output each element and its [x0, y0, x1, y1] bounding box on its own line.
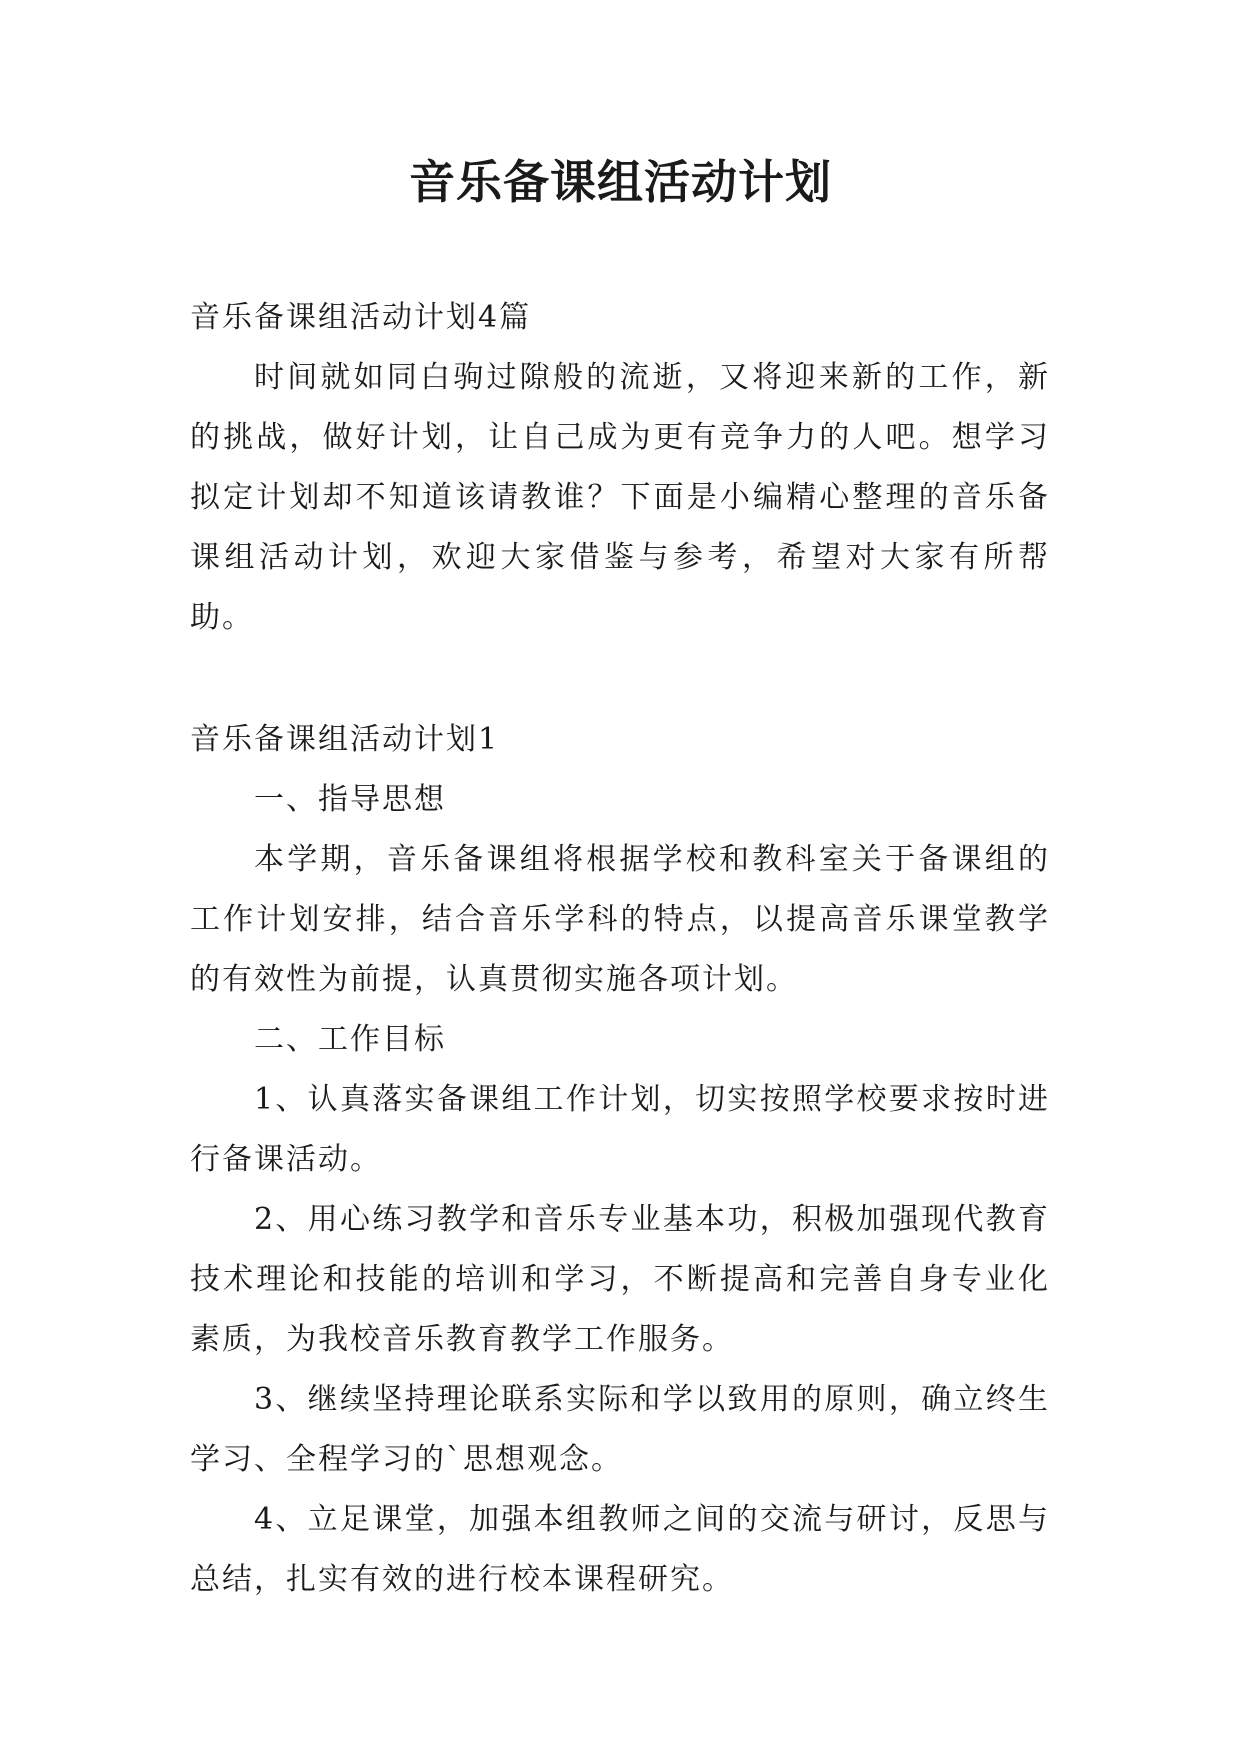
- document-body: [190, 288, 1050, 1610]
- guiding-ideology-paragraph: 本学期，音乐备课组将根据学校和教科室关于备课组的工作计划安排，结合音乐学科的特点，以提高音乐课堂教学的有效性为前提，认真贯彻实施各项计划。: [190, 842, 1050, 997]
- goal-item-1: 1、认真落实备课组工作计划，切实按照学校要求按时进行备课活动。: [190, 1082, 1050, 1177]
- section-spacer: [190, 648, 1050, 710]
- intro-paragraph: 时间就如同白驹过隙般的流逝，又将迎来新的工作，新的挑战，做好计划，让自己成为更有竞争力的人吧。想学习拟定计划却不知道该请教谁？下面是小编精心整理的音乐备课组活动计划，欢迎大家借鉴与参考，希望对大家有所帮助。: [190, 360, 1050, 635]
- goal-item-4: 4、立足课堂，加强本组教师之间的交流与研讨，反思与总结，扎实有效的进行校本课程研究。: [190, 1502, 1050, 1597]
- heading-work-goals: 二、工作目标: [254, 1022, 446, 1057]
- heading-guiding-ideology: 一、指导思想: [254, 782, 446, 817]
- goal-item-2: 2、用心练习教学和音乐专业基本功，积极加强现代教育技术理论和技能的培训和学习，不断提高和完善自身专业化素质，为我校音乐教育教学工作服务。: [190, 1202, 1050, 1357]
- document-subtitle: 音乐备课组活动计划4篇: [190, 300, 532, 335]
- document-title: 音乐备课组活动计划: [409, 155, 832, 209]
- goal-item-3: 3、继续坚持理论联系实际和学以致用的原则，确立终生学习、全程学习的`思想观念。: [190, 1382, 1050, 1477]
- section-title: 音乐备课组活动计划1: [190, 722, 500, 757]
